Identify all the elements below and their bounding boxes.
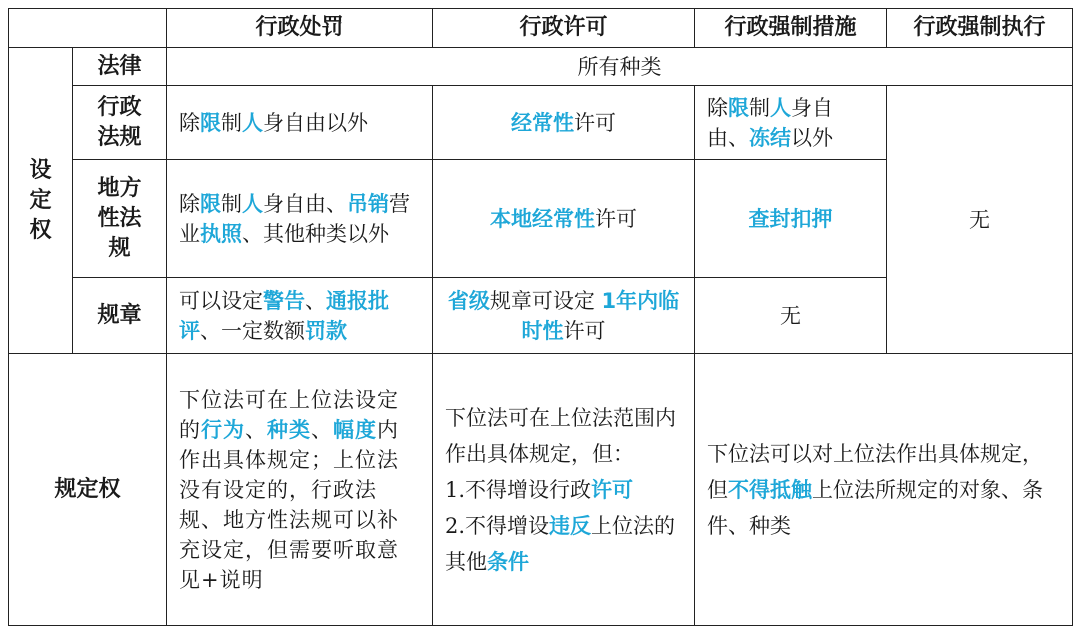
highlight-text: 冻结: [749, 125, 791, 150]
provision-permit: [433, 354, 695, 626]
header-coercive-enforcement: 行政强制执行: [887, 9, 1073, 48]
rules-permit: [433, 278, 695, 354]
cell-text: 上位法所规定的对象、条件、种类: [707, 477, 1043, 538]
provision-coercion: [695, 354, 1073, 626]
cell-text: 许可: [574, 110, 616, 135]
enforcement-setting-value: 无: [887, 86, 1073, 354]
cell-text: 上位法的其他: [445, 513, 676, 574]
rules-label: 规章: [73, 278, 167, 354]
highlight-text: 种类: [267, 417, 311, 442]
highlight-text: 限: [728, 95, 749, 120]
highlight-text: 1年内临时性: [521, 288, 680, 343]
admin-regulation-permit: [433, 86, 695, 160]
cell-text: 制: [221, 191, 242, 216]
highlight-text: 限: [200, 191, 221, 216]
cell-text: 除: [707, 95, 728, 120]
highlight-text: 通报批评: [179, 288, 389, 343]
cell-text: 制: [749, 95, 770, 120]
cell-text: 下位法可在上位法设定的: [179, 387, 399, 442]
law-value: 所有种类: [167, 48, 1073, 86]
provision-penalty: [167, 354, 433, 626]
highlight-text: 经常性: [511, 110, 574, 135]
highlight-text: 人: [770, 95, 791, 120]
highlight-text: 本地经常性: [490, 206, 595, 231]
cell-text: 制: [221, 110, 242, 135]
cell-text: 身自由、: [263, 191, 347, 216]
header-row: [9, 9, 1073, 48]
cell-text: 营业: [179, 191, 410, 246]
setting-power-label: 设定权: [9, 48, 73, 354]
corner-cell: [9, 9, 167, 48]
cell-text: 可以设定: [179, 288, 263, 313]
cell-text: 身自由、: [707, 95, 833, 150]
row-provision-power: [9, 354, 1073, 626]
cell-text: 许可: [563, 318, 606, 343]
highlight-text: 省级: [447, 288, 490, 313]
header-penalty: 行政处罚: [167, 9, 433, 48]
admin-regulation-penalty: [167, 86, 433, 160]
cell-text: 、: [245, 417, 267, 442]
highlight-text: 罚款: [305, 318, 347, 343]
highlight-text: 不得抵触: [728, 477, 812, 502]
highlight-text: 警告: [263, 288, 305, 313]
local-regulation-penalty: [167, 160, 433, 278]
cell-text: 、: [311, 417, 333, 442]
row-law: [9, 48, 1073, 86]
header-coercive-measure: 行政强制措施: [695, 9, 887, 48]
admin-regulation-label: 行政法规: [73, 86, 167, 160]
cell-text: 除: [179, 110, 200, 135]
law-label: 法律: [73, 48, 167, 86]
cell-text: 、一定数额: [200, 318, 305, 343]
local-regulation-label: 地方性法规: [73, 160, 167, 278]
highlight-text: 幅度: [333, 417, 377, 442]
highlight-text: 限: [200, 110, 221, 135]
highlight-text: 许可: [591, 477, 634, 502]
cell-text: 以外: [791, 125, 833, 150]
header-permit: 行政许可: [433, 9, 695, 48]
cell-text: 、其他种类以外: [242, 221, 389, 246]
admin-regulation-measure: [695, 86, 887, 160]
highlight-text: 执照: [200, 221, 242, 246]
highlight-text: 行为: [201, 417, 245, 442]
highlight-text: 人: [242, 110, 263, 135]
cell-text: 2.不得增设: [445, 513, 550, 538]
cell-text: 许可: [595, 206, 637, 231]
admin-law-comparison-table: [8, 8, 1073, 626]
cell-text: 内作出具体规定；上位法没有设定的，行政法规、地方性法规可以补充设定，但需要听取意见+说明: [179, 417, 399, 592]
highlight-text: 吊销: [347, 191, 389, 216]
highlight-text: 查封扣押: [748, 206, 833, 231]
provision-power-label: 规定权: [9, 354, 167, 626]
local-regulation-permit: [433, 160, 695, 278]
local-regulation-measure: [695, 160, 887, 278]
rules-penalty: [167, 278, 433, 354]
cell-text: 下位法可以对上位法作出具体规定，但: [707, 441, 1043, 502]
highlight-text: 条件: [487, 549, 529, 574]
highlight-text: 违反: [549, 513, 592, 538]
cell-text: 规章可设定: [489, 288, 602, 313]
row-admin-regulation: [9, 86, 1073, 160]
cell-text: 下位法可在上位法范围内作出具体规定，但：: [445, 405, 676, 466]
cell-text: 1.不得增设行政: [445, 477, 592, 502]
rules-measure: 无: [695, 278, 887, 354]
highlight-text: 人: [242, 191, 263, 216]
cell-text: 身自由以外: [263, 110, 368, 135]
cell-text: 、: [305, 288, 326, 313]
cell-text: 除: [179, 191, 200, 216]
